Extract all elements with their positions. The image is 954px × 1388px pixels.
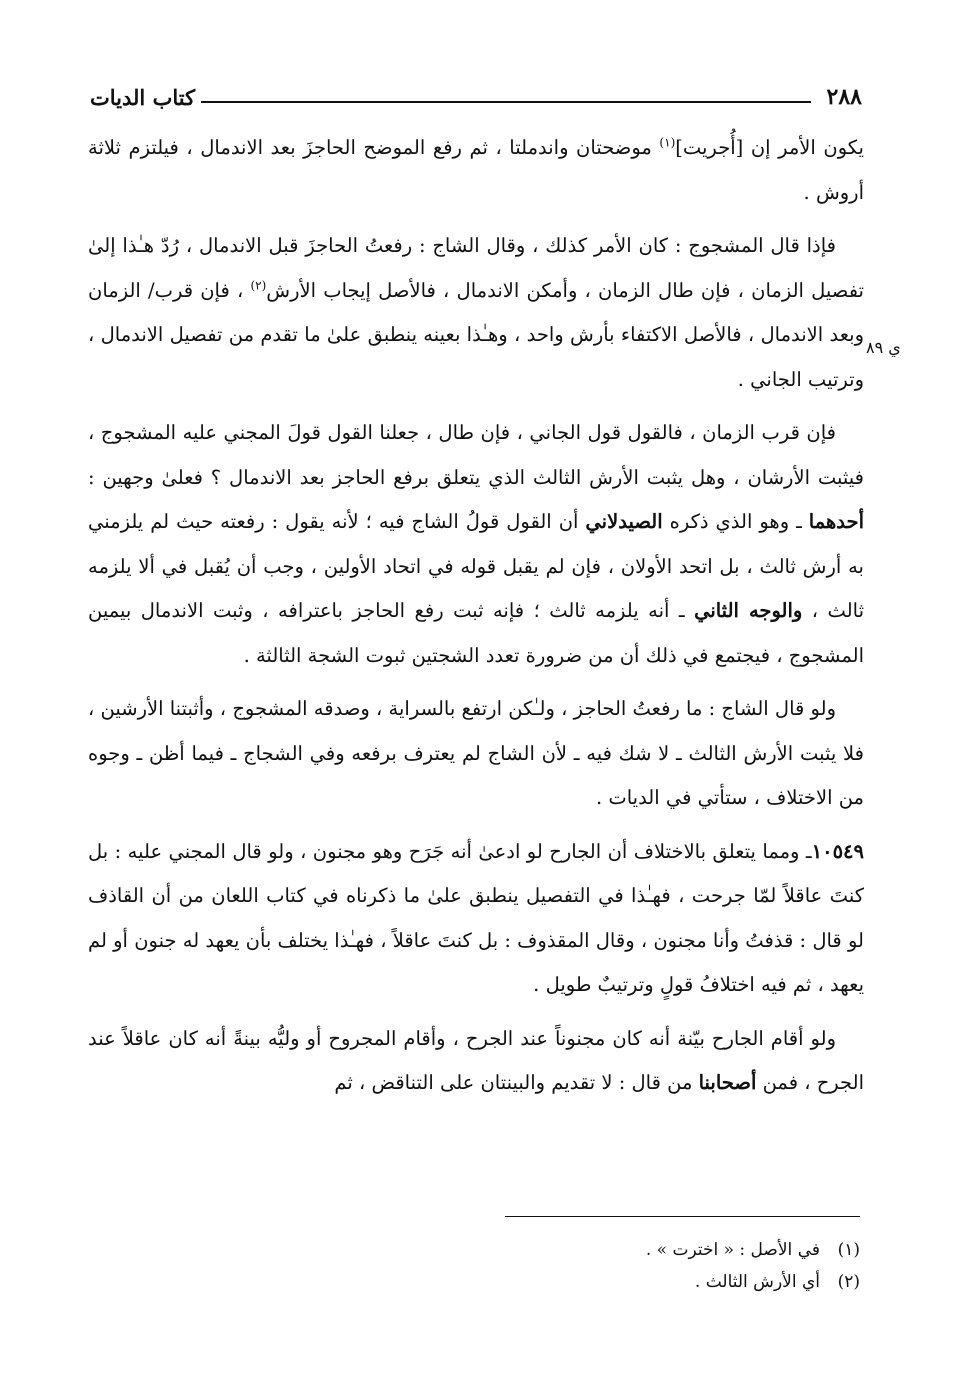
text-run: ولو قال الشاج : ما رفعتُ الحاجز ، ولـٰكن ارتفع بالسراية ، وصدقه المشجوج ، وأثبتنا الأرشين ، فلا يثبت الأرش الثالث ـ لا شك فيه ـ لأن الشاج لم يعترف برفعه وفي الشجاج ـ فيما أظن ـ وجوه من الاختلاف ، ستأتي في الديات . <box>88 697 864 809</box>
text-run: موضحتان واندملتا ، ثم رفع الموضح الحاجزَ بعد الاندمال ، فيلتزم ثلاثة أروش . <box>88 136 864 204</box>
text-run: ـ أنه يلزمه ثالث ؛ فإنه ثبت رفع الحاجز باعترافه ، وثبت الاندمال بيمين المشجوج ، فيجتمع في ذلك أن من ضرورة تعدد الشجتين ثبوت الشجة الثالثة . <box>88 599 864 667</box>
footnote-text: في الأصل : « اخترت » . <box>645 1240 820 1260</box>
text-run: يكون الأمر إن [أُجريت] <box>675 136 864 159</box>
text-run: ، فإن قرب/ الزمان وبعد الاندمال ، فالأصل الاكتفاء بأرش واحد ، وهـٰذا بعينه ينطبق علىٰ ما تقدم من تفصيل الاندمال ، وترتيب الجاني . <box>88 278 864 391</box>
footnote-number: (١) <box>837 1240 860 1260</box>
footnote-number: (٢) <box>837 1272 860 1292</box>
footnotes <box>400 1234 860 1298</box>
section-number: ١٠٥٤٩ <box>811 839 864 863</box>
page-number: ٢٨٨ <box>826 84 862 110</box>
page-header <box>90 80 862 114</box>
main-text <box>88 126 864 1115</box>
text-run: أن القول قولُ الشاج فيه ؛ لأنه يقول : رفعته حيث لم يلزمني به أرش ثالث ، بل اتحد الأولان ، فإن لم يقبل قوله في اتحاد الأولين ، وجب أن يُقبل في ألا يلزمه ثالث ، <box>88 510 865 622</box>
footnote-text: أي الأرش الثالث . <box>694 1272 820 1292</box>
text-run: ـ ومما يتعلق بالاختلاف أن الجارح لو ادعىٰ أنه جَرَح وهو مجنون ، ولو قال المجني عليه : بل كنتَ عاقلاً لمّا جرحت ، فهـٰذا في التفصيل ينطبق علىٰ ما ذكرناه في كتاب اللعان من أن القاذف لو قال : قذفتُ وأنا مجنون ، وقال المقذوف : بل كنتَ عاقلاً ، فهـٰذا يختلف بأن يعهد له جنون أو لم يعهد ، ثم فيه اختلافُ قولٍ وترتيبٌ طويل . <box>88 839 864 996</box>
numbered-paragraph <box>88 830 864 1008</box>
bold-term: أصحابنا <box>698 1071 757 1094</box>
paragraph <box>88 126 864 215</box>
paragraph <box>88 687 864 821</box>
footnote <box>400 1266 860 1298</box>
text-run: ولو أقام الجارح بيّنة أنه كان مجنوناً عند الجرح ، وأقام المجروح أو وليُّه بينةً أنه كان عاقلاً عند الجرح ، فمن <box>88 1026 864 1094</box>
bold-term: أحدهما <box>808 510 865 533</box>
paragraph <box>88 224 864 402</box>
footnote-ref: (١) <box>659 135 676 150</box>
paragraph <box>88 411 864 678</box>
footnote-ref: (٢) <box>250 278 267 292</box>
footnote-rule <box>505 1216 860 1217</box>
text-run: ـ وهو الذي ذكره <box>662 510 809 533</box>
text-run: فإذا قال المشجوج : كان الأمر كذلك ، وقال الشاج : رفعتُ الحاجزَ قبل الاندمال ، رُدّ هـٰذا إلىٰ تفصيل الزمان ، فإن طال الزمان ، وأمكن الاندمال ، فالأصل إيجاب الأرش <box>88 234 864 302</box>
margin-note: ي ٨٩ <box>866 338 901 357</box>
paragraph <box>88 1017 864 1106</box>
text-run: من قال : لا تقديم والبينتان على التناقض ، ثم <box>334 1071 699 1094</box>
bold-name: الصيدلاني <box>585 510 663 533</box>
running-title: كتاب الديات <box>90 84 196 110</box>
footnote <box>400 1234 860 1266</box>
header-rule <box>201 101 810 103</box>
text-run: فإن قرب الزمان ، فالقول قول الجاني ، فإن طال ، جعلنا القول قولَ المجني عليه المشجوج ، فيثبت الأرشان ، وهل يثبت الأرش الثالث الذي يتعلق برفع الحاجز بعد الاندمال ؟ فعلىٰ وجهين : <box>88 421 864 489</box>
bold-term: والوجه الثاني <box>694 599 803 622</box>
